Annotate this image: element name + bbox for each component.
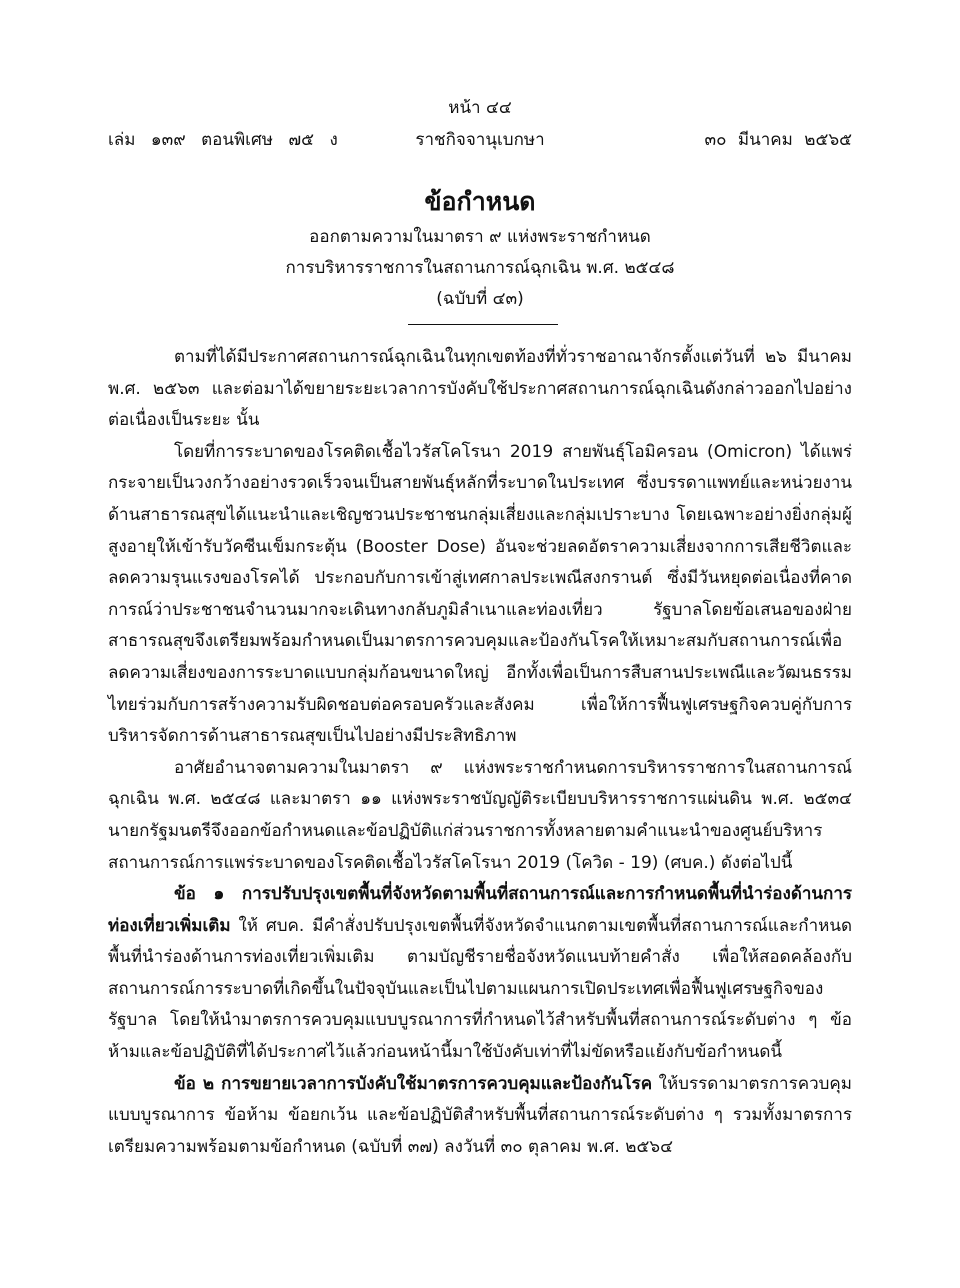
publication-date: ๓๐ มีนาคม ๒๕๖๕: [704, 130, 852, 150]
clause-1: [108, 879, 852, 1069]
clause-2-text: ให้บรรดามาตรการควบคุมแบบบูรณาการ ข้อห้าม ข้อยกเว้น และข้อปฏิบัติสำหรับพื้นที่สถานการณ์ระดับต่าง ๆ รวมทั้งมาตรการเตรียมความพร้อมตามข้อกำหนด (ฉบับที่ ๓๗) ลงวันที่ ๓๐ ตุลาคม พ.ศ. ๒๕๖๔: [108, 1073, 852, 1157]
paragraph-3: อาศัยอำนาจตามความในมาตรา ๙ แห่งพระราชกำหนดการบริหารราชการในสถานการณ์ฉุกเฉิน พ.ศ. ๒๕๔๘ และมาตรา ๑๑ แห่งพระราชบัญญัติระเบียบบริหารราชการแผ่นดิน พ.ศ. ๒๕๓๔ นายกรัฐมนตรีจึงออกข้อกำหนดและข้อปฏิบัติแก่ส่วนราชการทั้งหลายตามคำแนะนำของศูนย์บริหารสถานการณ์การแพร่ระบาดของโรคติดเชื้อไวรัสโคโรนา 2019 (โควิด - 19) (ศบค.) ดังต่อไปนี้: [108, 757, 852, 873]
title-line-1: ออกตามความในมาตรา ๙ แห่งพระราชกำหนด: [309, 227, 651, 247]
clause-1-heading: ข้อ ๑ การปรับปรุงเขตพื้นที่จังหวัดตามพื้นที่สถานการณ์และการกำหนดพื้นที่นำร่องด้านการท่องเที่ยวเพิ่มเติม: [108, 884, 852, 936]
document-body: [108, 342, 852, 1163]
edition-number: (ฉบับที่ ๔๓): [436, 289, 524, 309]
title-line-2: การบริหารราชการในสถานการณ์ฉุกเฉิน พ.ศ. ๒๕๔๘: [285, 258, 675, 278]
gazette-header: [108, 127, 852, 153]
paragraph-2: โดยที่การระบาดของโรคติดเชื้อไวรัสโคโรนา 2019 สายพันธุ์โอมิครอน (Omicron) ได้แพร่กระจายเป็นวงกว้างอย่างรวดเร็วจนเป็นสายพันธุ์หลักที่ระบาดในประเทศ ซึ่งบรรดาแพทย์และหน่วยงานด้านสาธารณสุขได้แนะนำและเชิญชวนประชาชนกลุ่มเสี่ยงและกลุ่มเปราะบาง โดยเฉพาะอย่างยิ่งกลุ่มผู้สูงอายุให้เข้ารับวัคซีนเข็มกระตุ้น (Booster Dose) อันจะช่วยลดอัตราความเสี่ยงจากการเสียชีวิตและลดความรุนแรงของโรคได้ ประกอบกับการเข้าสู่เทศกาลประเพณีสงกรานต์ ซึ่งมีวันหยุดต่อเนื่องที่คาดการณ์ว่าประชาชนจำนวนมากจะเดินทางกลับภูมิลำเนาและท่องเที่ยว รัฐบาลโดยข้อเสนอของฝ่ายสาธารณสุขจึงเตรียมพร้อมกำหนดเป็นมาตรการควบคุมและป้องกันโรคให้เหมาะสมกับสถานการณ์เพื่อลดความเสี่ยงของการระบาดแบบกลุ่มก้อนขนาดใหญ่ อีกทั้งเพื่อเป็นการสืบสานประเพณีและวัฒนธรรมไทยร่วมกับการสร้างความรับผิดชอบต่อครอบครัวและสังคม เพื่อให้การฟื้นฟูเศรษฐกิจควบคู่กับการบริหารจัดการด้านสาธารณสุขเป็นไปอย่างมีประสิทธิภาพ: [108, 441, 852, 747]
document-title: ข้อกำหนด: [424, 187, 536, 216]
clause-2: [108, 1069, 852, 1164]
title-divider: [408, 324, 558, 325]
clause-1-text: ให้ ศบค. มีคำสั่งปรับปรุงเขตพื้นที่จังหวัดจำแนกตามเขตพื้นที่สถานการณ์และกำหนดพื้นที่นำร่องด้านการท่องเที่ยวเพิ่มเติม ตามบัญชีรายชื่อจังหวัดแนบท้ายคำสั่ง เพื่อให้สอดคล้องกับสถานการณ์การระบาดที่เกิดขึ้นในปัจจุบันและเป็นไปตามแผนการเปิดประเทศเพื่อฟื้นฟูเศรษฐกิจของรัฐบาล โดยให้นำมาตรการควบคุมแบบบูรณาการที่กำหนดไว้สำหรับพื้นที่สถานการณ์ระดับต่าง ๆ ข้อห้ามและข้อปฏิบัติที่ได้ประกาศไว้แล้วก่อนหน้านี้มาใช้บังคับเท่าที่ไม่ขัดหรือแย้งกับข้อกำหนดนี้: [108, 915, 852, 1063]
volume-info: เล่ม ๑๓๙ ตอนพิเศษ ๗๕ ง: [108, 130, 338, 150]
page-number: หน้า ๔๔: [448, 98, 512, 118]
clause-2-heading: ข้อ ๒ การขยายเวลาการบังคับใช้มาตรการควบคุมและป้องกันโรค: [174, 1073, 653, 1094]
document-title-block: [0, 182, 960, 315]
paragraph-1: ตามที่ได้มีประกาศสถานการณ์ฉุกเฉินในทุกเขตท้องที่ทั่วราชอาณาจักรตั้งแต่วันที่ ๒๖ มีนาคม พ.ศ. ๒๕๖๓ และต่อมาได้ขยายระยะเวลาการบังคับใช้ประกาศสถานการณ์ฉุกเฉินดังกล่าวออกไปอย่างต่อเนื่องเป็นระยะ นั้น: [108, 347, 852, 431]
gazette-name: ราชกิจจานุเบกษา: [415, 130, 545, 150]
